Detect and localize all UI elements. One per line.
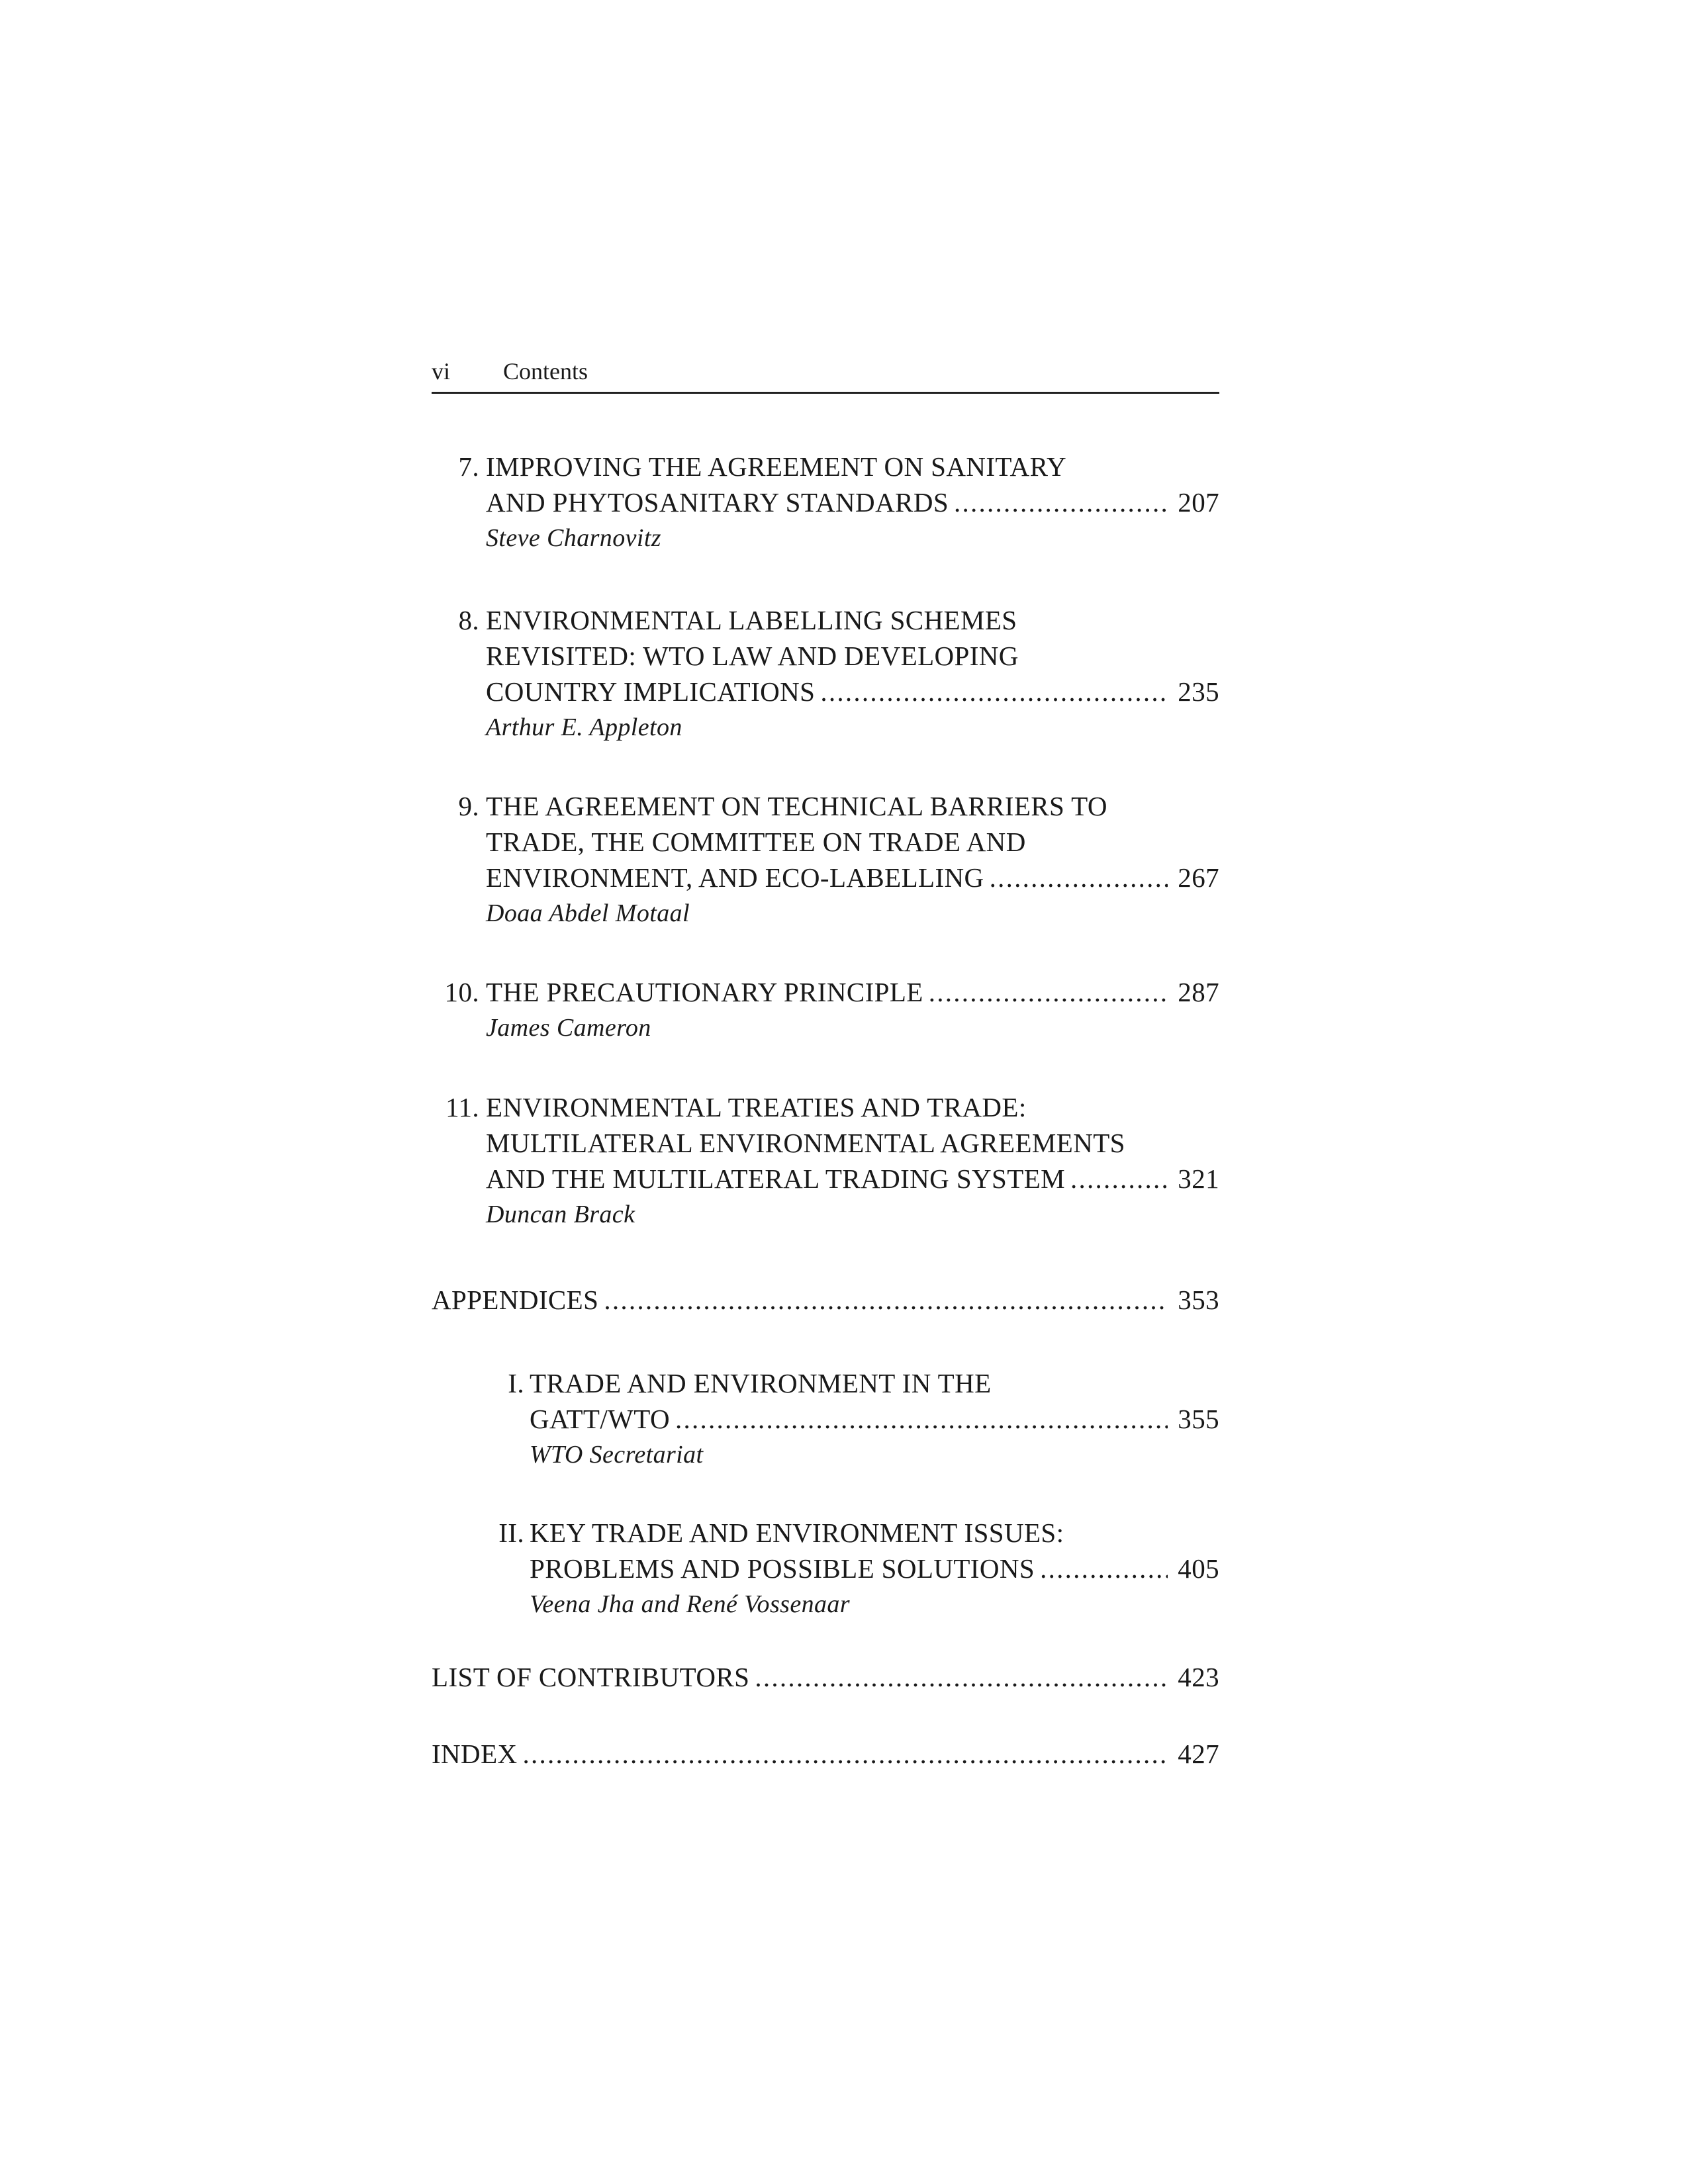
entry-title-line: THE PRECAUTIONARY PRINCIPLE xyxy=(486,977,923,1007)
entry-title-line: APPENDICES xyxy=(432,1285,599,1315)
entry-author: Steve Charnovitz xyxy=(486,524,661,552)
entry-title-line: TRADE AND ENVIRONMENT IN THE xyxy=(530,1368,992,1398)
entry-author: Veena Jha and René Vossenaar xyxy=(530,1590,850,1618)
entry-number: I. xyxy=(508,1368,524,1398)
entry-author: Doaa Abdel Motaal xyxy=(486,899,690,927)
entry-page-number: 287 xyxy=(1178,977,1219,1007)
entry-author: WTO Secretariat xyxy=(530,1441,704,1469)
entry-title-line: COUNTRY IMPLICATIONS xyxy=(486,676,816,707)
entry-author: James Cameron xyxy=(486,1014,651,1042)
entry-title-line: REVISITED: WTO LAW AND DEVELOPING xyxy=(486,641,1019,671)
entry-page-number: 267 xyxy=(1178,862,1219,893)
entry-author: Arthur E. Appleton xyxy=(486,713,682,741)
dot-leader xyxy=(675,1401,1168,1437)
dot-leader xyxy=(929,974,1168,1010)
entry-title-line: LIST OF CONTRIBUTORS xyxy=(432,1662,750,1692)
contents-page xyxy=(432,351,1219,1769)
entry-title-line: GATT/WTO xyxy=(530,1404,670,1434)
dot-leader xyxy=(820,674,1168,709)
dot-leader xyxy=(604,1282,1168,1318)
entry-number: 7. xyxy=(458,451,479,482)
entry-number: II. xyxy=(498,1518,524,1548)
entry-title-line: IMPROVING THE AGREEMENT ON SANITARY xyxy=(486,451,1067,482)
entry-title-line: KEY TRADE AND ENVIRONMENT ISSUES: xyxy=(530,1518,1064,1548)
entry-page-number: 427 xyxy=(1178,1739,1219,1769)
entry-page-number: 235 xyxy=(1178,676,1219,707)
entry-number: 9. xyxy=(458,791,479,821)
entry-number: 8. xyxy=(458,605,479,635)
entry-title-line: PROBLEMS AND POSSIBLE SOLUTIONS xyxy=(530,1553,1035,1584)
entry-title-line: ENVIRONMENTAL TREATIES AND TRADE: xyxy=(486,1092,1027,1122)
entry-number: 10. xyxy=(444,977,479,1007)
entry-title-line: AND PHYTOSANITARY STANDARDS xyxy=(486,487,949,518)
dot-leader xyxy=(990,860,1168,895)
entry-page-number: 207 xyxy=(1178,487,1219,518)
entry-page-number: 321 xyxy=(1178,1163,1219,1194)
entry-author: Duncan Brack xyxy=(486,1201,635,1228)
entry-title-line: MULTILATERAL ENVIRONMENTAL AGREEMENTS xyxy=(486,1128,1125,1158)
running-header xyxy=(432,351,1219,394)
entry-title-line: THE AGREEMENT ON TECHNICAL BARRIERS TO xyxy=(486,791,1107,821)
entry-title-line: AND THE MULTILATERAL TRADING SYSTEM xyxy=(486,1163,1065,1194)
entry-title-line: ENVIRONMENT, AND ECO-LABELLING xyxy=(486,862,984,893)
dot-leader xyxy=(1070,1161,1168,1197)
entry-title-line: TRADE, THE COMMITTEE ON TRADE AND xyxy=(486,827,1026,857)
page-folio: vi xyxy=(432,358,451,385)
entry-page-number: 423 xyxy=(1178,1662,1219,1692)
running-title: Contents xyxy=(503,358,588,385)
dot-leader xyxy=(1040,1551,1168,1586)
entry-page-number: 405 xyxy=(1178,1553,1219,1584)
dot-leader xyxy=(954,484,1168,520)
entry-title-line: INDEX xyxy=(432,1739,518,1769)
dot-leader xyxy=(755,1659,1168,1695)
entry-page-number: 353 xyxy=(1178,1285,1219,1315)
entry-page-number: 355 xyxy=(1178,1404,1219,1434)
dot-leader xyxy=(523,1736,1168,1772)
entry-title-line: ENVIRONMENTAL LABELLING SCHEMES xyxy=(486,605,1017,635)
entry-number: 11. xyxy=(445,1092,479,1122)
